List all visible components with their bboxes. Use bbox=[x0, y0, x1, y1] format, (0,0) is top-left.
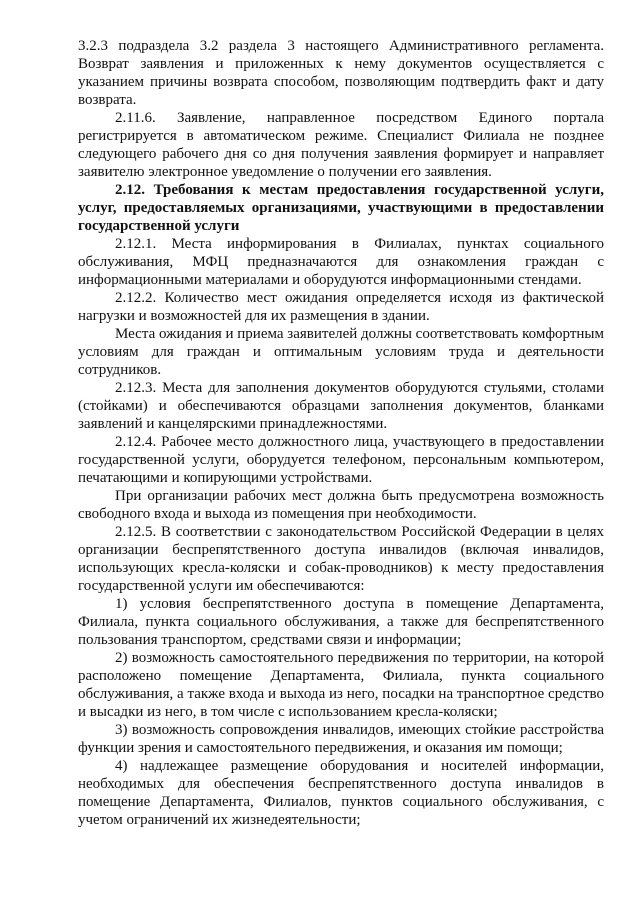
paragraph-2-12-5: 2.12.5. В соответствии с законодательством Российской Федерации в целях организации беспрепятственного доступа инвалидов (включая инвалидов, использующих кресла-коляски и собак-проводников) к месту предоставления государственной услуги им обеспечиваются: bbox=[78, 524, 604, 594]
paragraph-2-12-2: 2.12.2. Количество мест ожидания определяется исходя из фактической нагрузки и возможностей для их размещения в здании. bbox=[78, 290, 604, 324]
list-item-1: 1) условия беспрепятственного доступа в помещение Департамента, Филиала, пункта социального обслуживания, а также для беспрепятственного пользования транспортом, средствами связи и информации; bbox=[78, 596, 604, 648]
list-item-2: 2) возможность самостоятельного передвижения по территории, на которой расположено помещение Департамента, Филиала, пункта социального обслуживания, а также входа и выхода из него, посадки на транспортное средство и высадки из него, в том числе с использованием кресла-коляски; bbox=[78, 650, 604, 720]
section-heading-2-12: 2.12. Требования к местам предоставления государственной услуги, услуг, предоставляемых организациями, участвующими в предоставлении государственной услуги bbox=[78, 182, 604, 234]
list-item-4: 4) надлежащее размещение оборудования и носителей информации, необходимых для обеспечения беспрепятственного доступа инвалидов в помещение Департамента, Филиалов, пунктов социального обслуживания, с учетом ограничений их жизнедеятельности; bbox=[78, 758, 604, 828]
paragraph-2-12-4: 2.12.4. Рабочее место должностного лица, участвующего в предоставлении государственной услуги, оборудуется телефоном, персональным компьютером, печатающими и копирующими устройствами. bbox=[78, 434, 604, 486]
paragraph-2-11-6: 2.11.6. Заявление, направленное посредством Единого портала регистрируется в автоматическом режиме. Специалист Филиала не позднее следующего рабочего дня со дня получения заявления формирует и направляет заявителю электронное уведомление о получении его заявления. bbox=[78, 110, 604, 180]
paragraph-2-12-1: 2.12.1. Места информирования в Филиалах, пунктах социального обслуживания, МФЦ предназначаются для ознакомления граждан с информационными материалами и оборудуются информационными стендами. bbox=[78, 236, 604, 288]
list-item-3: 3) возможность сопровождения инвалидов, имеющих стойкие расстройства функции зрения и самостоятельного передвижения, и оказания им помощи; bbox=[78, 722, 604, 756]
paragraph-waiting-places: Места ожидания и приема заявителей должны соответствовать комфортным условиям для граждан и оптимальным условиям труда и деятельности сотрудников. bbox=[78, 326, 604, 378]
paragraph-workplace-organization: При организации рабочих мест должна быть предусмотрена возможность свободного входа и выхода из помещения при необходимости. bbox=[78, 488, 604, 522]
paragraph-return-continuation: 3.2.3 подраздела 3.2 раздела 3 настоящего Административного регламента. Возврат заявления и приложенных к нему документов осуществляется с указанием причины возврата способом, позволяющим подтвердить факт и дату возврата. bbox=[78, 38, 604, 108]
paragraph-2-12-3: 2.12.3. Места для заполнения документов оборудуются стульями, столами (стойками) и обеспечиваются образцами заполнения документов, бланками заявлений и канцелярскими принадлежностями. bbox=[78, 380, 604, 432]
